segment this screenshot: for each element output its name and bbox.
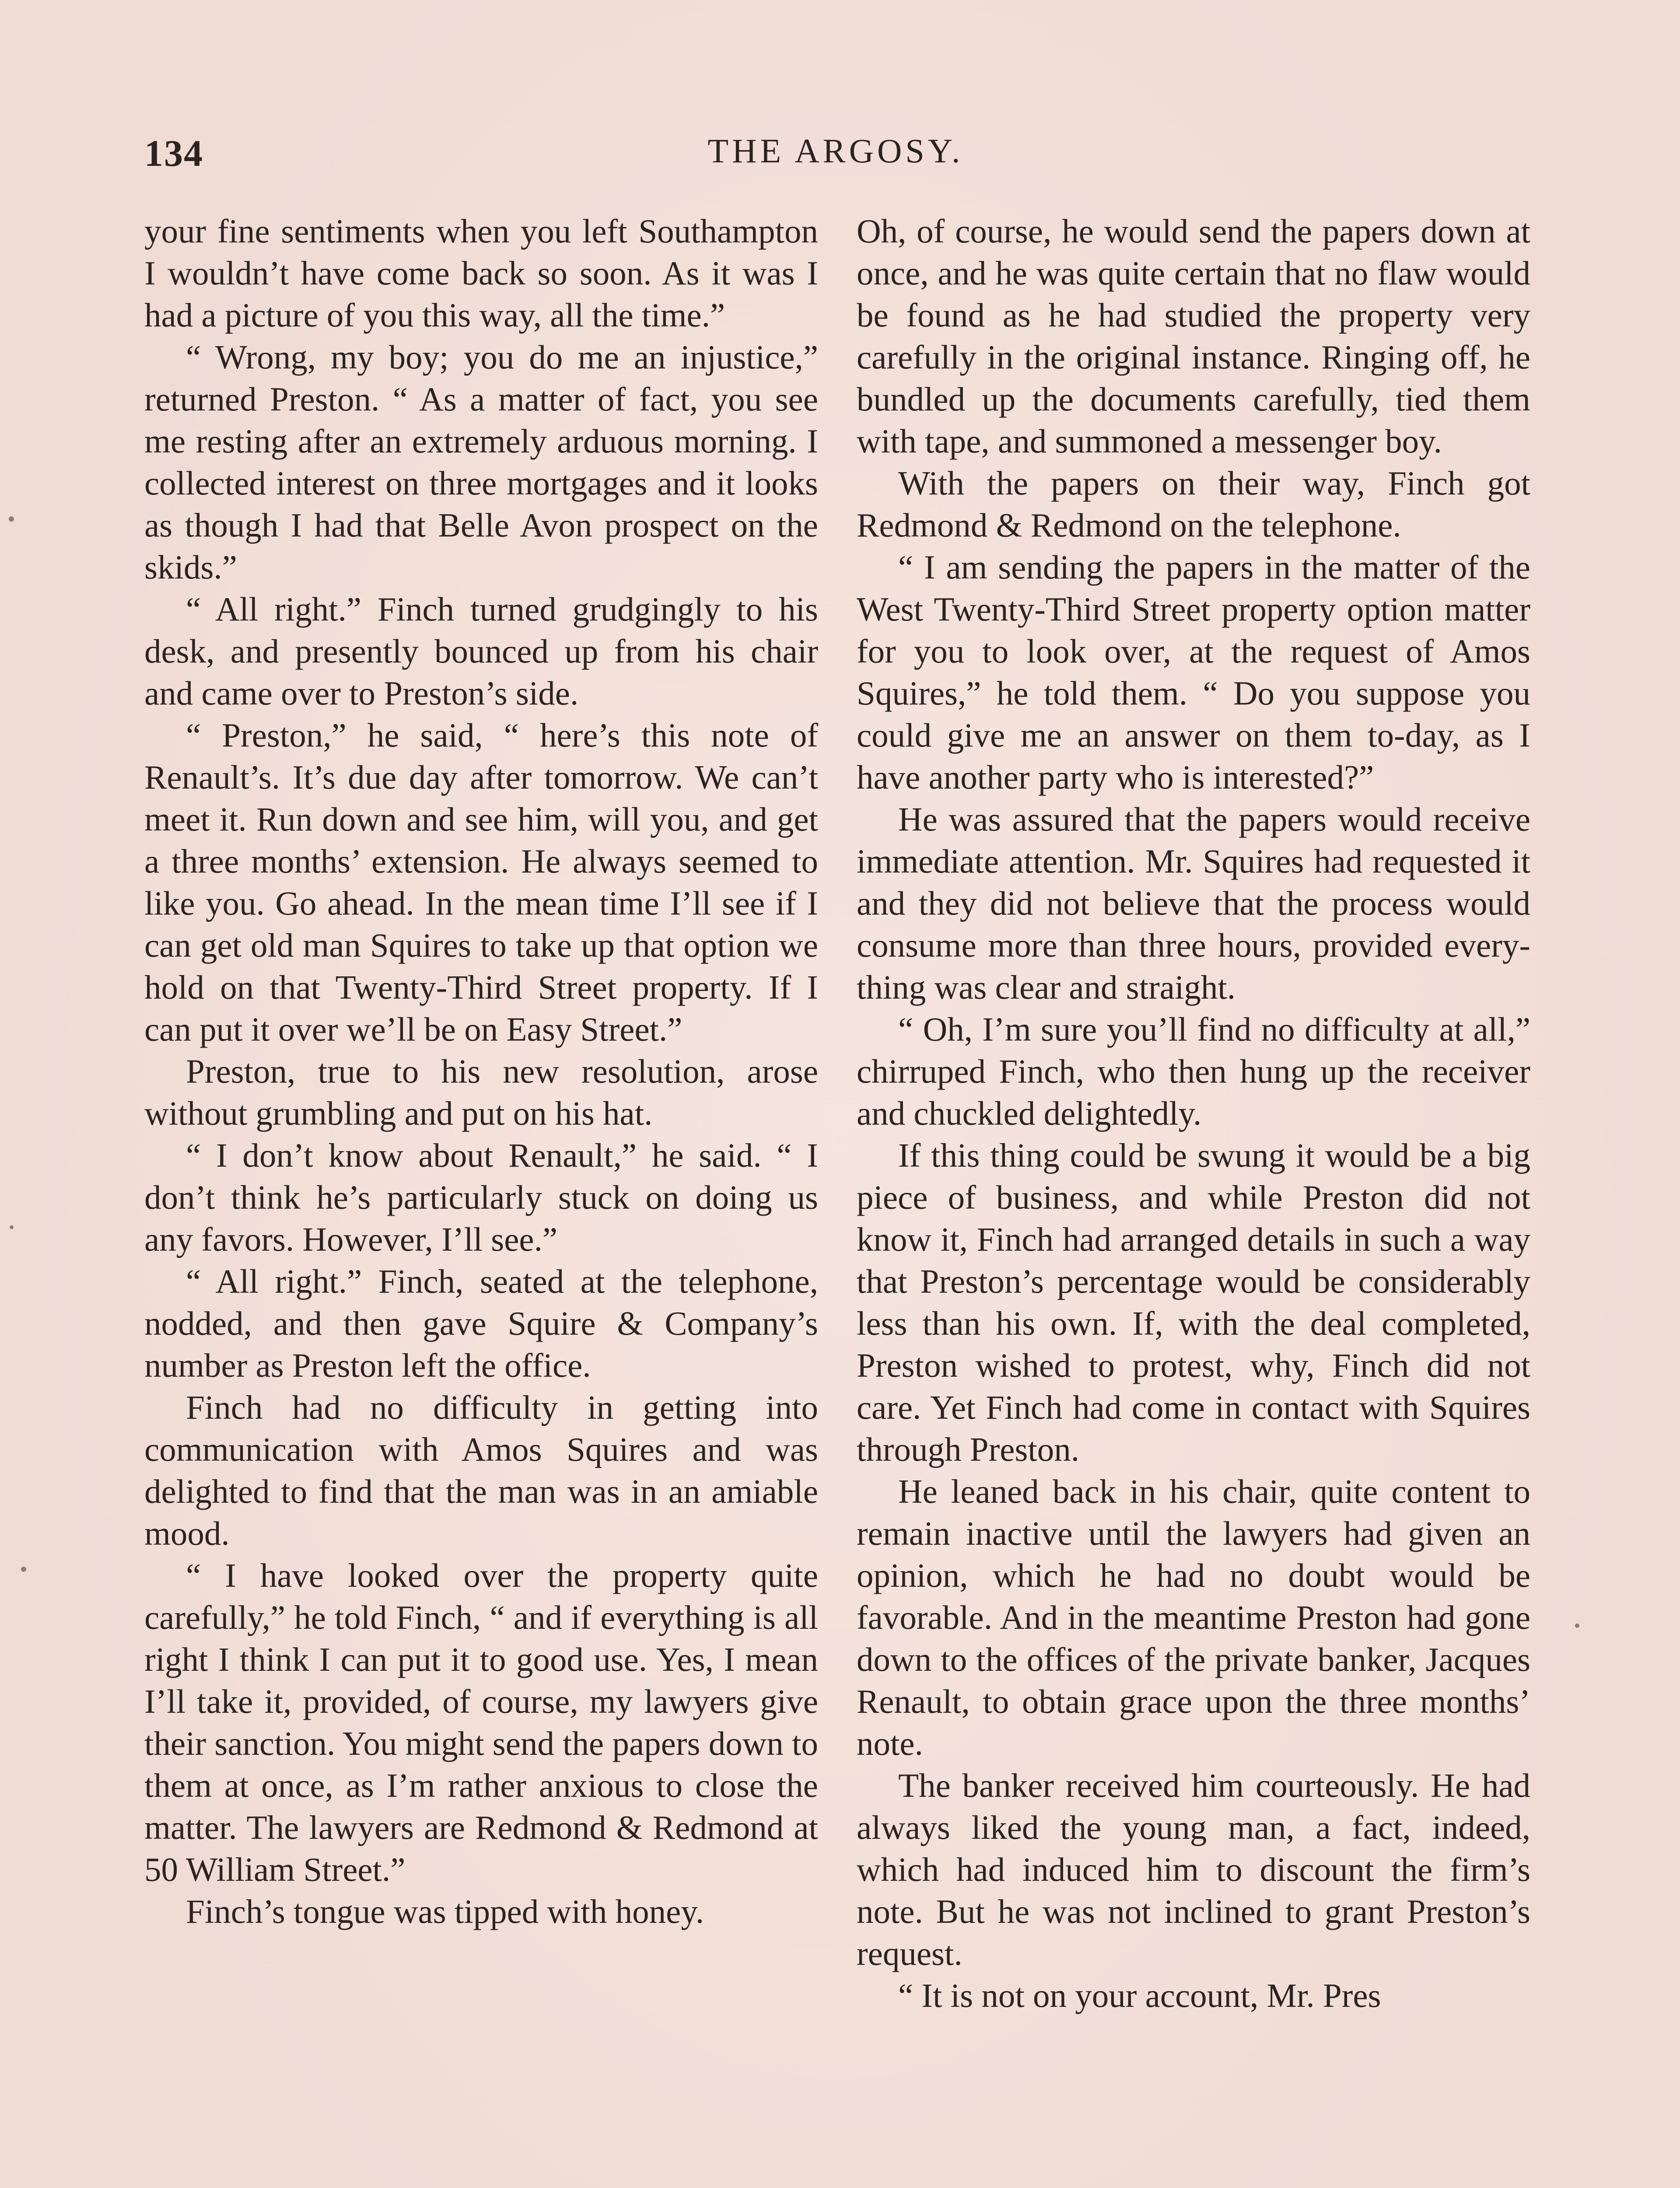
paragraph: “ Preston,” he said, “ here’s this note of Renault’s. It’s due day after tomorrow. We can’t meet it. Run down and see him, will you, and get a three months’ extension. He always seemed to like you. Go ahead. In the mean time I’ll see if I can get old man Squires to take up that option we hold on that Twenty-Third Street property. If I can put it over we’ll be on Easy Street.” — [144, 716, 818, 1048]
paragraph: If this thing could be swung it would be a big piece of business, and while Preston did not know it, Finch had arranged details in such a way that Preston’s percentage would be considerably less than his own. If, with the deal completed, Preston wished to protest, why, Finch did not care. Yet Finch had come in contact with Squires through Preston. — [857, 1136, 1530, 1468]
paragraph: He leaned back in his chair, quite content to remain inactive until the lawyers had given an opinion, which he had no doubt would be favorable. And in the meantime Preston had gone down to the offices of the private banker, Jacques Renault, to obtain grace upon the three months’ note. — [857, 1473, 1530, 1762]
print-speck — [21, 1567, 26, 1572]
paragraph: With the papers on their way, Finch got Redmond & Redmond on the telephone. — [857, 464, 1530, 544]
paragraph: Finch had no difficulty in getting into communication with Amos Squires and was delighted to find that the man was in an amiable mood. — [144, 1389, 818, 1552]
paragraph: “ I am sending the papers in the matter of the West Twenty-Third Street property option matter for you to look over, at the request of Amos Squires,” he told them. “ Do you suppose you could give me an answer on them to-day, as I have another party who is interested?” — [857, 548, 1530, 796]
right-column — [857, 210, 1530, 2016]
paragraph: “ It is not on your account, Mr. Pres — [898, 1977, 1381, 2014]
print-speck — [10, 1225, 14, 1229]
left-column — [144, 210, 818, 1932]
paragraph: “ Wrong, my boy; you do me an injustice,” returned Preston. “ As a matter of fact, you see me resting after an extremely arduous morning. I collected interest on three mortgages and it looks as though I had that Belle Avon prospect on the skids.” — [144, 338, 818, 586]
print-speck — [9, 516, 14, 522]
paragraph: “ Oh, I’m sure you’ll find no difficulty at all,” chirruped Finch, who then hung up the receiver and chuckled delightedly. — [857, 1010, 1530, 1132]
paragraph: “ All right.” Finch turned grudgingly to his desk, and presently bounced up from his chair and came over to Preston’s side. — [144, 590, 818, 712]
paragraph: your fine sentiments when you left Southampton I wouldn’t have come back so soon. As it was I had a picture of you this way, all the time.” — [144, 212, 818, 334]
paragraph: Oh, of course, he would send the papers down at once, and he was quite certain that no flaw would be found as he had studied the property very carefully in the original instance. Ringing off, he bundled up the documents carefully, tied them with tape, and summoned a messenger boy. — [857, 212, 1530, 460]
paragraph: Preston, true to his new resolution, arose without grumbling and put on his hat. — [144, 1052, 818, 1132]
running-title: THE ARGOSY. — [707, 132, 964, 170]
paragraph: He was assured that the papers would receive immediate attention. Mr. Squires had requested it and they did not believe that the process would consume more than three hours, provided everything was clear and straight. — [857, 800, 1530, 1006]
print-speck — [1575, 1623, 1579, 1628]
paragraph: “ I don’t know about Renault,” he said. “ I don’t think he’s particularly stuck on doing us any favors. However, I’ll see.” — [144, 1136, 818, 1258]
paragraph: “ All right.” Finch, seated at the telephone, nodded, and then gave Squire & Company’s number as Preston left the office. — [144, 1262, 818, 1384]
page-number: 134 — [144, 132, 203, 174]
paragraph: The banker received him courteously. He had always liked the young man, a fact, indeed, which had induced him to discount the firm’s note. But he was not inclined to grant Preston’s request. — [857, 1767, 1530, 1972]
paragraph: “ I have looked over the property quite carefully,” he told Finch, “ and if everything is all right I think I can put it to good use. Yes, I mean I’ll take it, provided, of course, my lawyers give their sanction. You might send the papers down to them at once, as I’m rather anxious to close the matter. The lawyers are Redmond & Redmond at 50 William Street.” — [144, 1557, 818, 1888]
paragraph: Finch’s tongue was tipped with honey. — [186, 1893, 704, 1930]
page-header — [144, 131, 1527, 184]
